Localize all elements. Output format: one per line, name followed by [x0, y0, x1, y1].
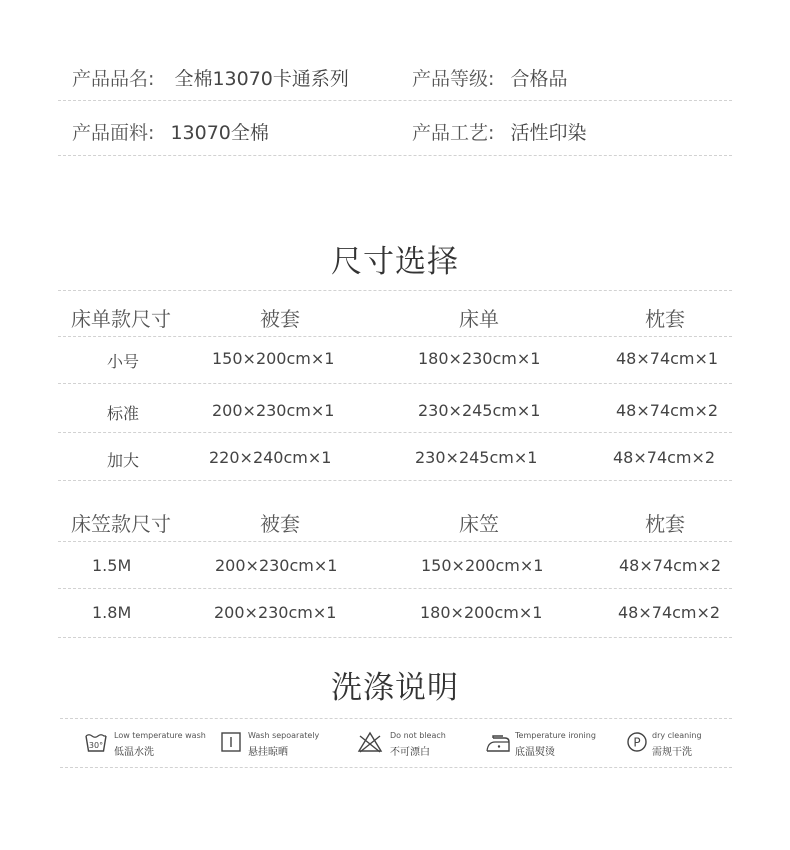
divider: [58, 637, 732, 638]
care-item-low-temp-wash: [84, 728, 214, 762]
product-craft-label: 产品工艺:: [412, 122, 495, 144]
table-cell: 48×74cm×2: [618, 603, 721, 622]
table-cell: 加大: [107, 451, 140, 470]
table-cell: 48×74cm×2: [613, 448, 716, 467]
divider: [58, 432, 732, 433]
table-header-cell: 床单款尺寸: [71, 307, 171, 331]
divider: [58, 290, 732, 291]
care-cn-text: 需规干洗: [652, 747, 692, 758]
table-cell: 小号: [107, 352, 140, 371]
care-en-text: Do not bleach: [390, 731, 446, 740]
divider: [58, 541, 732, 542]
size-section-title: 尺寸选择: [331, 244, 459, 280]
no-bleach-icon: [357, 730, 383, 754]
product-grade-label: 产品等级:: [412, 68, 495, 90]
wash-section-title: 洗涤说明: [331, 670, 459, 706]
care-en-text: Low temperature wash: [114, 731, 206, 740]
divider: [58, 336, 732, 337]
care-cn-text: 悬挂晾晒: [248, 747, 288, 758]
table-cell: 200×230cm×1: [214, 603, 337, 622]
product-grade: [412, 64, 567, 91]
care-item-dry-clean: [626, 728, 721, 762]
table-cell: 48×74cm×2: [619, 556, 722, 575]
table-cell: 150×200cm×1: [212, 349, 335, 368]
product-name-label: 产品品名:: [72, 68, 155, 90]
svg-text:P: P: [633, 735, 641, 750]
wash-30-icon: [84, 730, 108, 754]
table-cell: 180×200cm×1: [420, 603, 543, 622]
divider: [60, 767, 732, 768]
care-cn-text: 不可漂白: [390, 747, 430, 758]
table-cell: 200×230cm×1: [212, 401, 335, 420]
care-item-hang-dry: [220, 728, 330, 762]
table-header-cell: 枕套: [645, 512, 685, 536]
divider: [58, 588, 732, 589]
divider: [60, 718, 732, 719]
divider: [58, 155, 732, 156]
care-cn-text: 底温熨烫: [515, 747, 555, 758]
table-header-cell: 被套: [260, 512, 300, 536]
iron-icon: [485, 730, 511, 754]
care-item-no-bleach: [357, 728, 457, 762]
table-header-cell: 床单: [459, 307, 499, 331]
table-cell: 标准: [107, 404, 140, 423]
product-fabric-label: 产品面料:: [72, 122, 155, 144]
dry-clean-icon: [626, 730, 648, 754]
product-craft: [412, 118, 586, 145]
product-fabric: [72, 118, 269, 145]
table-cell: 230×245cm×1: [418, 401, 541, 420]
table-cell: 180×230cm×1: [418, 349, 541, 368]
care-en-text: Temperature ironing: [515, 731, 596, 740]
table-header-cell: 被套: [260, 307, 300, 331]
product-grade-value: 合格品: [510, 68, 568, 90]
care-en-text: Wash sepoarately: [248, 731, 320, 740]
care-en-text: dry cleaning: [652, 731, 702, 740]
table-cell: 200×230cm×1: [215, 556, 338, 575]
table-header-cell: 枕套: [645, 307, 685, 331]
table-header-cell: 床笠款尺寸: [71, 512, 171, 536]
table-cell: 150×200cm×1: [421, 556, 544, 575]
table-cell: 48×74cm×1: [616, 349, 719, 368]
product-craft-value: 活性印染: [510, 122, 587, 144]
divider: [58, 383, 732, 384]
divider: [58, 100, 732, 101]
table-cell: 230×245cm×1: [415, 448, 538, 467]
divider: [58, 480, 732, 481]
table-cell: 1.5M: [92, 556, 132, 575]
product-name: [72, 64, 349, 91]
care-cn-text: 低温水洗: [114, 747, 154, 758]
table-cell: 220×240cm×1: [209, 448, 332, 467]
product-fabric-value: 13070全棉: [170, 122, 269, 144]
table-cell: 48×74cm×2: [616, 401, 719, 420]
svg-text:30°: 30°: [88, 741, 104, 750]
care-item-iron: [485, 728, 605, 762]
table-header-cell: 床笠: [459, 512, 499, 536]
product-name-value: 全棉13070卡通系列: [174, 68, 349, 90]
table-cell: 1.8M: [92, 603, 132, 622]
hang-dry-icon: [220, 730, 242, 754]
